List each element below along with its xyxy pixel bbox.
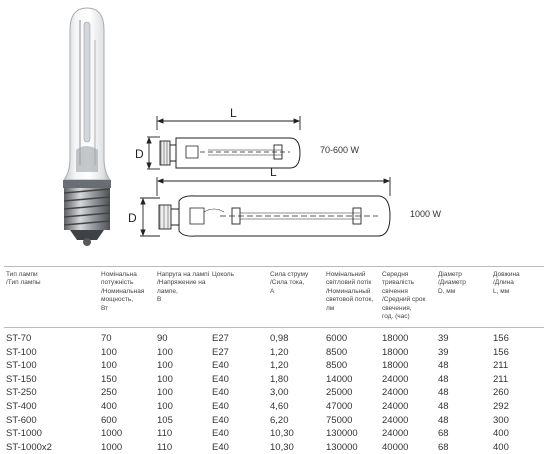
table-cell: ST-250	[6, 387, 37, 399]
table-cell: 130000	[326, 441, 358, 453]
table-cell: 48	[438, 360, 449, 372]
table-cell: 68	[438, 428, 449, 440]
table-cell: 24000	[382, 428, 409, 440]
table-cell: 48	[438, 373, 449, 385]
column-header: Середня тривалість свічення /Средний срок свечения, год. (час)	[382, 271, 426, 321]
table-cell: ST-400	[6, 400, 37, 412]
table-row	[4, 359, 544, 373]
drawing-small	[147, 116, 300, 169]
table-cell: 70	[101, 333, 112, 344]
table-cell: 292	[493, 400, 509, 412]
table-cell: E40	[212, 441, 229, 453]
table-cell: E40	[212, 428, 229, 440]
table-cell: 1000	[101, 441, 123, 453]
dim-label-D-large: D	[128, 211, 137, 225]
table-cell: 130000	[326, 428, 358, 440]
table-cell: 100	[101, 346, 117, 358]
table-cell: 47000	[326, 400, 353, 412]
table-cell: 150	[101, 373, 117, 385]
table-cell: 156	[493, 333, 509, 344]
table-cell: 1,20	[270, 346, 289, 358]
table-cell: 100	[157, 400, 173, 412]
column-header: Довжина /Длина L, мм	[493, 271, 520, 295]
table-cell: ST-70	[6, 333, 32, 344]
column-header: Діаметр /Диаметр D, мм	[438, 271, 466, 295]
table-cell: E40	[212, 387, 229, 399]
table-cell: 0,98	[270, 333, 289, 344]
column-header: Сила струму /Сила тока, А	[270, 271, 309, 295]
table-cell: E40	[212, 400, 229, 412]
table-cell: 14000	[326, 373, 353, 385]
table-cell: ST-100	[6, 360, 37, 372]
table-cell: ST-150	[6, 373, 37, 385]
table-row	[4, 441, 544, 454]
table-header	[4, 266, 544, 328]
table-cell: 3,00	[270, 387, 289, 399]
table-cell: 75000	[326, 414, 353, 426]
table-row	[4, 346, 544, 360]
table-cell: E40	[212, 373, 229, 385]
table-cell: 1,80	[270, 373, 289, 385]
table-cell: 24000	[382, 373, 409, 385]
table-cell: 100	[157, 373, 173, 385]
table-cell: 6000	[326, 333, 348, 344]
note-1000w: 1000 W	[410, 209, 442, 219]
table-cell: 48	[438, 414, 449, 426]
table-cell: 100	[157, 360, 173, 372]
dim-label-L-small: L	[230, 106, 237, 120]
table-row	[4, 386, 544, 400]
table-cell: ST-600	[6, 414, 37, 426]
table-cell: 300	[493, 414, 509, 426]
note-70-600w: 70-600 W	[320, 145, 360, 155]
table-cell: 110	[157, 428, 173, 440]
table-cell: 24000	[382, 400, 409, 412]
table-cell: 18000	[382, 360, 409, 372]
table-row	[4, 414, 544, 428]
table-cell: 100	[101, 360, 117, 372]
table-cell: 211	[493, 360, 509, 372]
table-cell: E27	[212, 346, 229, 358]
table-row	[4, 427, 544, 441]
drawing-large	[140, 177, 390, 236]
table-cell: 25000	[326, 387, 353, 399]
lamp-photo	[63, 8, 111, 246]
table-body	[4, 332, 544, 454]
table-cell: 1000	[101, 428, 123, 440]
table-cell: 1,20	[270, 360, 289, 372]
table-cell: ST-1000x2	[6, 441, 52, 453]
table-cell: 156	[493, 346, 509, 358]
table-cell: 39	[438, 346, 449, 358]
table-cell: 18000	[382, 346, 409, 358]
table-cell: 400	[493, 441, 509, 453]
table-cell: 400	[493, 428, 509, 440]
table-cell: 48	[438, 387, 449, 399]
table-cell: 24000	[382, 387, 409, 399]
table-cell: 110	[157, 441, 173, 453]
table-cell: E40	[212, 414, 229, 426]
table-cell: 100	[157, 346, 173, 358]
table-cell: 250	[101, 387, 117, 399]
column-header: Тип лампи /Тип лампы	[6, 271, 41, 287]
table-row	[4, 332, 544, 346]
column-header: Напруга на лампі /Напряжение на лампе, В	[157, 271, 210, 304]
column-header: Номінальна потужність /Номинальная мощность, Вт	[101, 271, 145, 312]
table-row	[4, 373, 544, 387]
dim-label-D-small: D	[135, 147, 144, 161]
dim-label-L-large: L	[270, 165, 277, 179]
table-cell: 8500	[326, 346, 348, 358]
column-header: Цоколь	[212, 271, 234, 278]
table-cell: 260	[493, 387, 509, 399]
table-cell: 40000	[382, 441, 409, 453]
table-cell: 600	[101, 414, 117, 426]
table-cell: 6,20	[270, 414, 289, 426]
table-row	[4, 400, 544, 414]
table-cell: 68	[438, 441, 449, 453]
table-cell: E40	[212, 360, 229, 372]
table-cell: 18000	[382, 333, 409, 344]
table-cell: 4,60	[270, 400, 289, 412]
table-cell: 90	[157, 333, 168, 344]
table-cell: ST-100	[6, 346, 37, 358]
table-cell: 8500	[326, 360, 348, 372]
table-cell: 24000	[382, 414, 409, 426]
table-cell: E27	[212, 333, 229, 344]
table-cell: 10,30	[270, 441, 294, 453]
table-cell: 100	[157, 387, 173, 399]
table-cell: 48	[438, 400, 449, 412]
table-cell: 39	[438, 333, 449, 344]
column-header: Номінальний світловий потік /Номинальный световой поток, лм	[326, 271, 374, 312]
table-cell: 10,30	[270, 428, 294, 440]
spec-table	[4, 266, 544, 454]
table-cell: 211	[493, 373, 509, 385]
table-cell: ST-1000	[6, 428, 42, 440]
table-cell: 105	[157, 414, 173, 426]
table-cell: 400	[101, 400, 117, 412]
